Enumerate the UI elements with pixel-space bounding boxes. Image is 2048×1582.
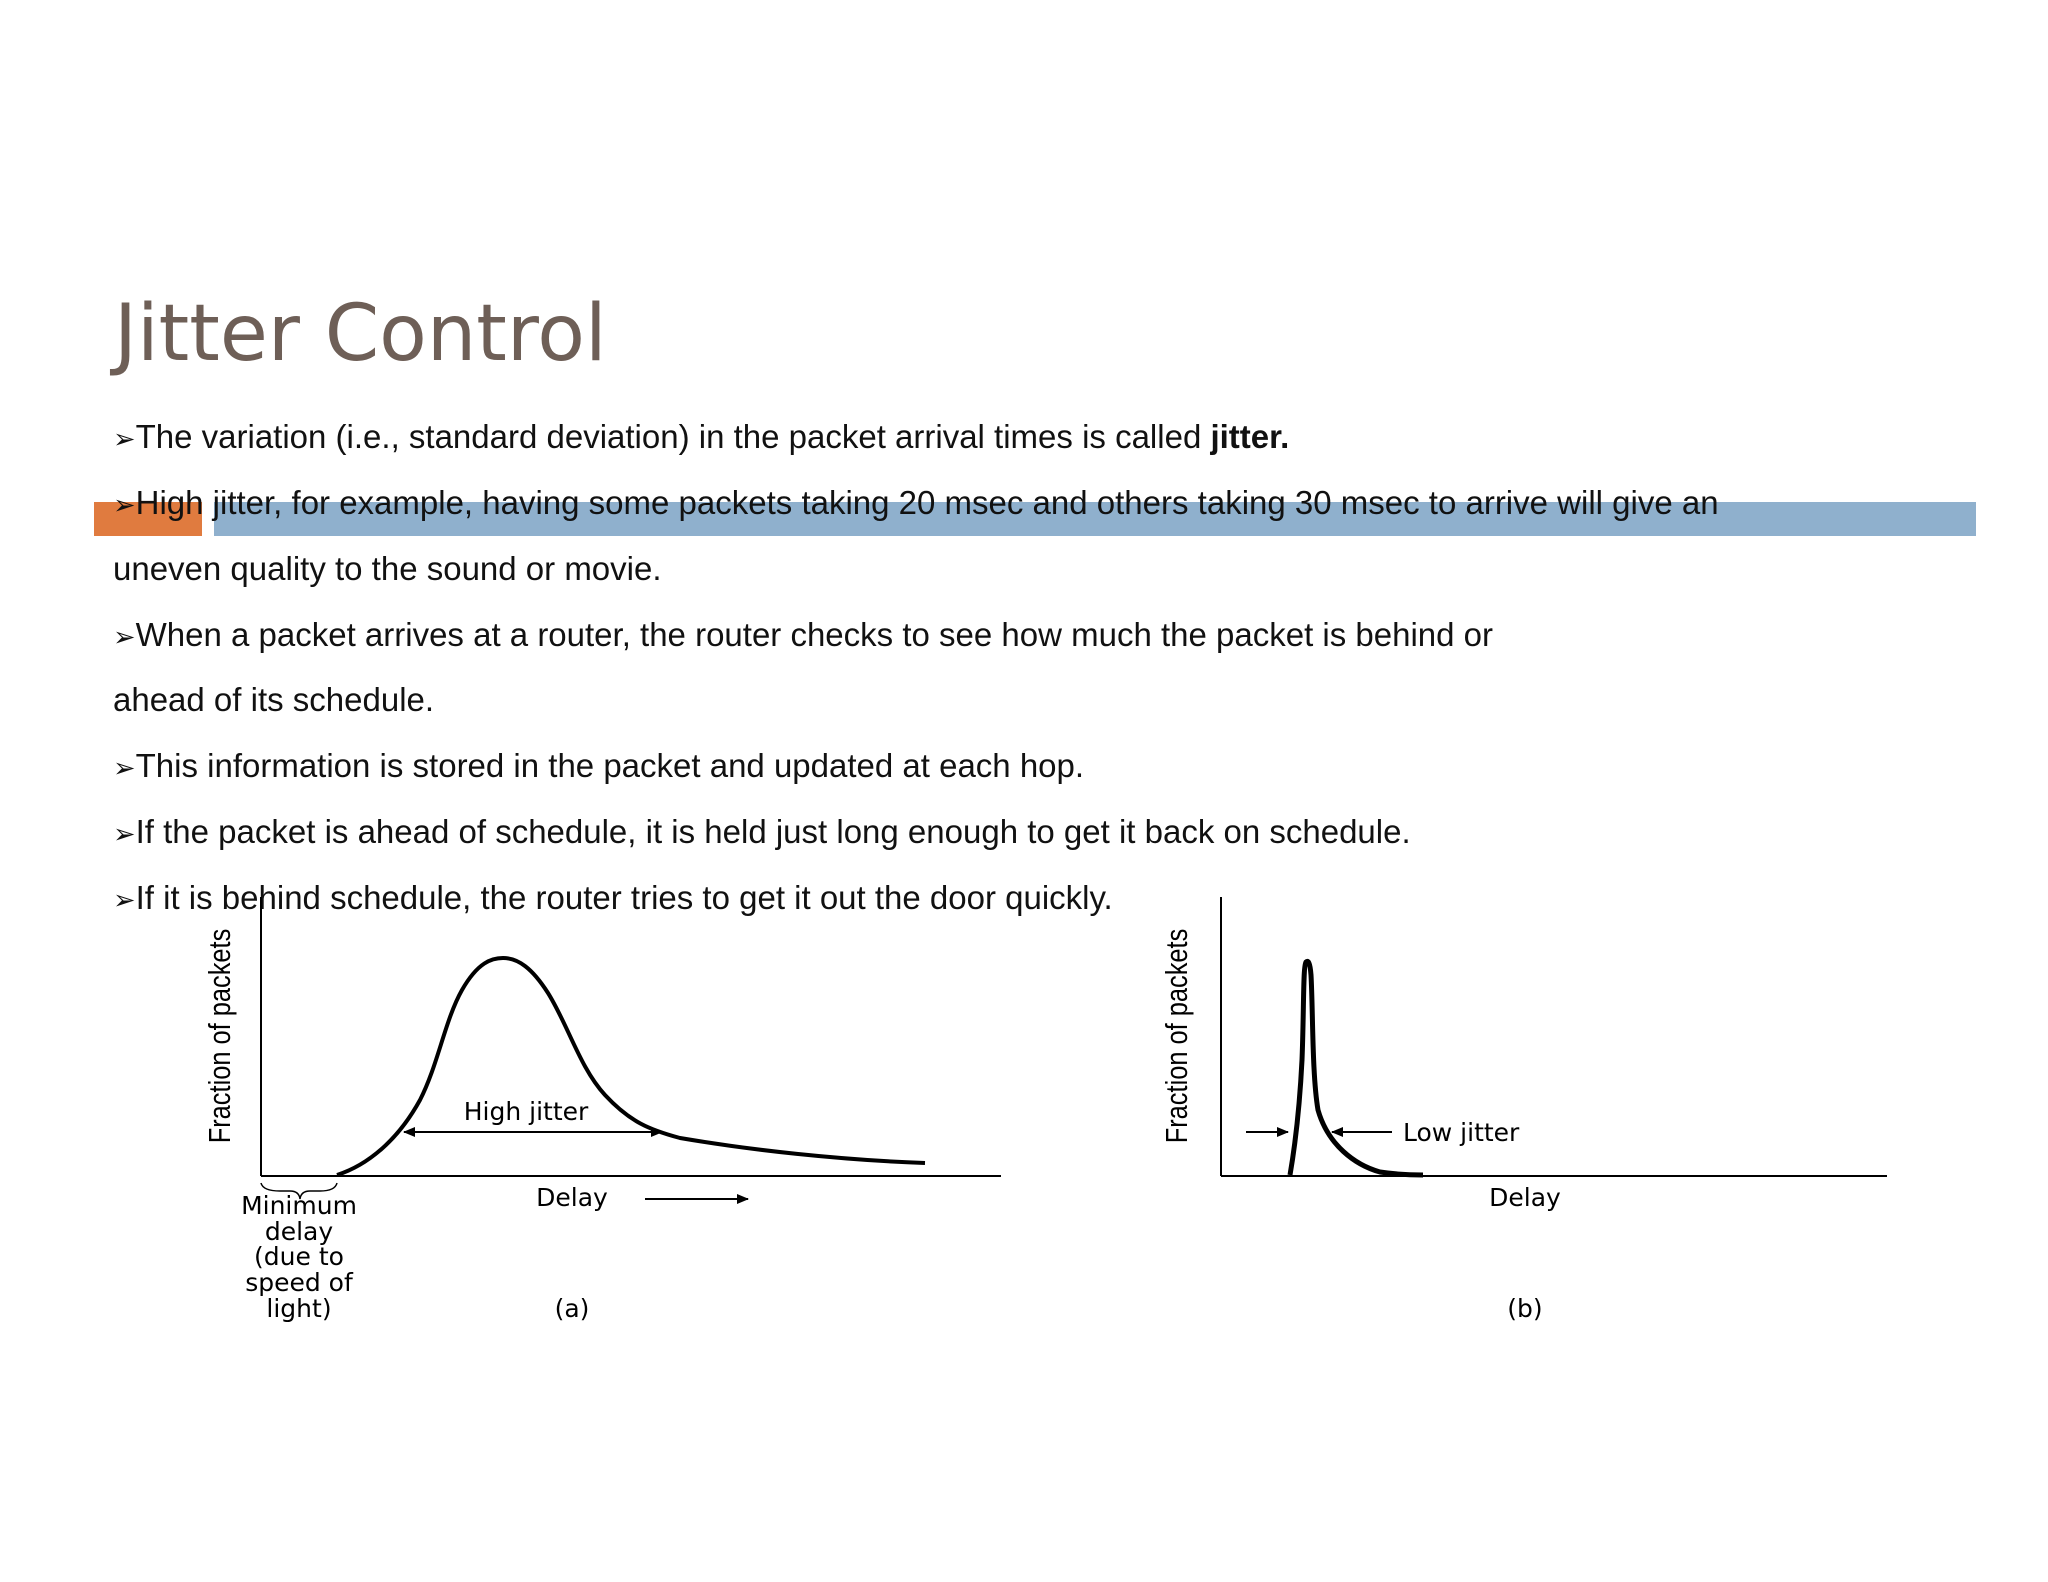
figure-b-x-label: Delay bbox=[1489, 1183, 1561, 1212]
bullet-3-continuation: ahead of its schedule. bbox=[113, 681, 435, 718]
figure-b bbox=[1160, 897, 1887, 1323]
figure-a-min-delay-line-4: speed of bbox=[245, 1268, 353, 1297]
figure-a-min-delay-line-1: Minimum bbox=[241, 1191, 357, 1220]
bullet-arrow-icon: ➢ bbox=[113, 753, 136, 784]
bullet-2-text: High jitter, for example, having some packets taking 20 msec and others taking 30 msec to arrive will give an bbox=[135, 484, 1719, 521]
bullet-arrow-icon: ➢ bbox=[113, 424, 136, 455]
bullet-1-term: jitter. bbox=[1210, 418, 1290, 455]
bullet-arrow-icon: ➢ bbox=[113, 819, 136, 850]
bullet-6-text: If it is behind schedule, the router tries to get it out the door quickly. bbox=[135, 879, 1113, 916]
figure-a-y-label: Fraction of packets bbox=[202, 928, 238, 1144]
figure-a-min-delay-line-3: (due to bbox=[254, 1242, 344, 1271]
bullet-5-text: If the packet is ahead of schedule, it is held just long enough to get it back on schedule. bbox=[135, 813, 1411, 850]
bullet-arrow-icon: ➢ bbox=[113, 622, 136, 653]
figure-b-caption: (b) bbox=[1507, 1294, 1543, 1323]
figure-a-caption: (a) bbox=[554, 1294, 590, 1323]
bullet-arrow-icon: ➢ bbox=[113, 490, 136, 521]
bullet-3-text: When a packet arrives at a router, the router checks to see how much the packet is behind or bbox=[135, 616, 1494, 653]
bullet-arrow-icon: ➢ bbox=[113, 885, 136, 916]
figure-a-distribution-curve bbox=[337, 958, 925, 1175]
figure-a-x-label: Delay bbox=[536, 1183, 608, 1212]
figure-a bbox=[203, 897, 1001, 1323]
bullet-2-continuation: uneven quality to the sound or movie. bbox=[113, 550, 662, 587]
bullet-1-text: The variation (i.e., standard deviation) in the packet arrival times is called bbox=[135, 418, 1211, 455]
figure-b-jitter-label: Low jitter bbox=[1403, 1118, 1520, 1147]
figure-b-y-label: Fraction of packets bbox=[1159, 928, 1195, 1144]
slide-title: Jitter Control bbox=[114, 289, 607, 379]
figure-a-min-delay-line-2: delay bbox=[264, 1217, 334, 1246]
figure-a-min-delay-line-5: light) bbox=[266, 1294, 332, 1323]
figure-a-jitter-label: High jitter bbox=[463, 1097, 589, 1126]
bullet-4-text: This information is stored in the packet and updated at each hop. bbox=[135, 747, 1085, 784]
